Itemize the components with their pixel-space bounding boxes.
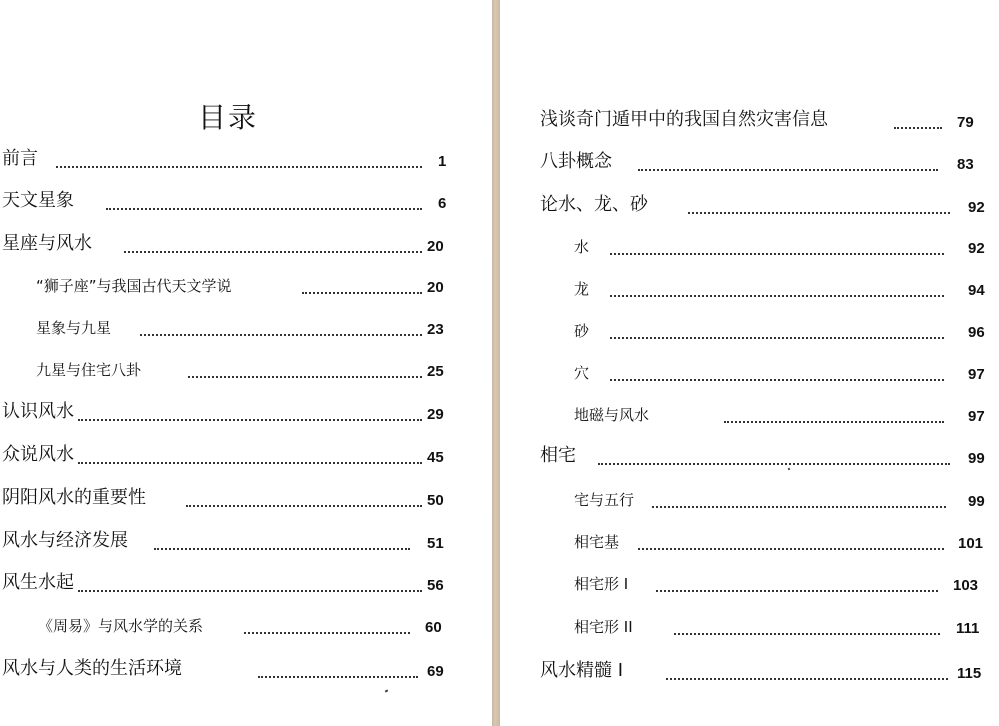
toc-entry-label: 穴 (574, 364, 590, 382)
toc-entry-page: 51 (427, 535, 444, 552)
dot-leader (610, 251, 944, 255)
toc-entry[interactable] (2, 144, 452, 172)
toc-entry-label: 风水与经济发展 (2, 530, 128, 551)
toc-entry-page: 20 (427, 279, 444, 296)
toc-entry-label: 砂 (574, 322, 590, 340)
dot-leader (610, 335, 944, 339)
toc-entry-label: 认识风水 (2, 401, 74, 422)
toc-entry-page: 25 (427, 363, 444, 380)
toc-entry-page: 1 (438, 153, 447, 170)
toc-subentry[interactable] (574, 568, 990, 596)
toc-entry[interactable] (540, 105, 990, 133)
toc-entry-label: 《周易》与风水学的关系 (38, 617, 204, 635)
toc-entry[interactable] (2, 440, 452, 468)
toc-subentry[interactable] (36, 354, 452, 382)
toc-entry-page: 92 (968, 240, 985, 257)
toc-subentry[interactable] (574, 273, 990, 301)
toc-entry-label: 论水、龙、砂 (540, 194, 648, 215)
toc-entry-label: 风水与人类的生活环境 (2, 658, 182, 679)
toc-entry-page: 115 (957, 665, 982, 682)
toc-entry-label: 星座与风水 (2, 233, 92, 254)
dot-leader (78, 460, 422, 464)
toc-entry-label: 相宅 (540, 445, 576, 466)
dot-leader (666, 676, 948, 680)
dot-leader (140, 332, 422, 336)
toc-entry-label: 星象与九星 (36, 319, 112, 337)
dot-leader (124, 249, 422, 253)
toc-entry-label: 相宅形 II (574, 618, 633, 636)
toc-entry-page: 60 (425, 619, 442, 636)
toc-entry-page: 101 (958, 535, 984, 552)
toc-entry-page: 97 (968, 366, 985, 383)
left-page (0, 0, 492, 726)
dot-leader (724, 419, 944, 423)
dot-leader (188, 374, 422, 378)
dot-leader (598, 461, 950, 465)
toc-entry-page: 29 (427, 406, 444, 423)
toc-entry-page: 92 (968, 199, 985, 216)
toc-entry-label: 宅与五行 (574, 491, 635, 509)
dot-leader (638, 546, 944, 550)
dot-leader (244, 630, 410, 634)
right-page (500, 0, 999, 726)
scan-speck (788, 468, 791, 471)
toc-entry[interactable] (540, 147, 990, 175)
toc-entry-label: 风水精髓 I (540, 660, 624, 681)
scan-speck (385, 689, 389, 692)
toc-entry[interactable] (540, 190, 990, 218)
toc-subentry[interactable] (574, 357, 990, 385)
toc-subentry[interactable] (574, 399, 990, 427)
toc-entry-label: 九星与住宅八卦 (36, 361, 142, 379)
toc-subentry[interactable] (36, 312, 452, 340)
page-title: 目录 (198, 101, 259, 134)
dot-leader (894, 125, 942, 129)
dot-leader (186, 503, 422, 507)
toc-entry[interactable] (540, 441, 990, 469)
toc-entry[interactable] (2, 483, 452, 511)
toc-subentry[interactable] (574, 231, 990, 259)
toc-subentry[interactable] (574, 484, 990, 512)
toc-subentry[interactable] (36, 270, 452, 298)
dot-leader (638, 167, 938, 171)
dot-leader (652, 504, 946, 508)
toc-subentry[interactable] (574, 611, 990, 639)
toc-entry-page: 20 (427, 238, 444, 255)
toc-entry-label: 龙 (574, 280, 590, 298)
toc-entry-label: 水 (574, 238, 590, 256)
toc-entry[interactable] (2, 186, 452, 214)
dot-leader (78, 588, 422, 592)
dot-leader (656, 588, 938, 592)
dot-leader (56, 164, 422, 168)
toc-subentry[interactable] (574, 526, 990, 554)
toc-entry-page: 96 (968, 324, 985, 341)
toc-entry-label: 众说风水 (2, 444, 74, 465)
toc-entry[interactable] (2, 397, 452, 425)
toc-entry-label: 阴阳风水的重要性 (2, 487, 146, 508)
dot-leader (610, 293, 944, 297)
toc-entry-label: 相宅基 (574, 533, 620, 551)
toc-entry-label: 浅谈奇门遁甲中的我国自然灾害信息 (540, 109, 828, 130)
book-spine (492, 0, 500, 726)
dot-leader (688, 210, 950, 214)
toc-entry-label: 天文星象 (2, 190, 74, 211)
toc-entry-page: 23 (427, 321, 444, 338)
toc-entry-page: 79 (957, 114, 974, 131)
toc-entry-page: 94 (968, 282, 985, 299)
toc-entry-page: 45 (427, 449, 444, 466)
toc-entry-page: 6 (438, 195, 447, 212)
dot-leader (78, 417, 422, 421)
dot-leader (106, 206, 422, 210)
toc-entry[interactable] (2, 654, 452, 682)
dot-leader (258, 674, 418, 678)
dot-leader (674, 631, 940, 635)
toc-entry-page: 83 (957, 156, 974, 173)
dot-leader (302, 290, 422, 294)
toc-entry-page: 103 (953, 577, 979, 594)
toc-subentry[interactable] (38, 610, 452, 638)
toc-entry-page: 50 (427, 492, 444, 509)
toc-entry-page: 111 (956, 620, 980, 637)
toc-entry-page: 99 (968, 493, 985, 510)
toc-entry-page: 99 (968, 450, 985, 467)
toc-subentry[interactable] (574, 315, 990, 343)
toc-entry[interactable] (2, 229, 452, 257)
toc-entry-page: 69 (427, 663, 444, 680)
toc-entry-page: 97 (968, 408, 985, 425)
toc-entry-label: 前言 (2, 148, 38, 169)
toc-entry-page: 56 (427, 577, 444, 594)
toc-entry[interactable] (2, 526, 452, 554)
toc-entry-label: 风生水起 (2, 572, 74, 593)
toc-entry[interactable] (540, 656, 990, 684)
toc-entry[interactable] (2, 568, 452, 596)
toc-entry-label: “狮子座”与我国古代天文学说 (36, 277, 232, 295)
toc-entry-label: 相宅形 I (574, 575, 629, 593)
dot-leader (610, 377, 944, 381)
dot-leader (154, 546, 410, 550)
toc-entry-label: 八卦概念 (540, 151, 612, 172)
toc-entry-label: 地磁与风水 (574, 406, 650, 424)
